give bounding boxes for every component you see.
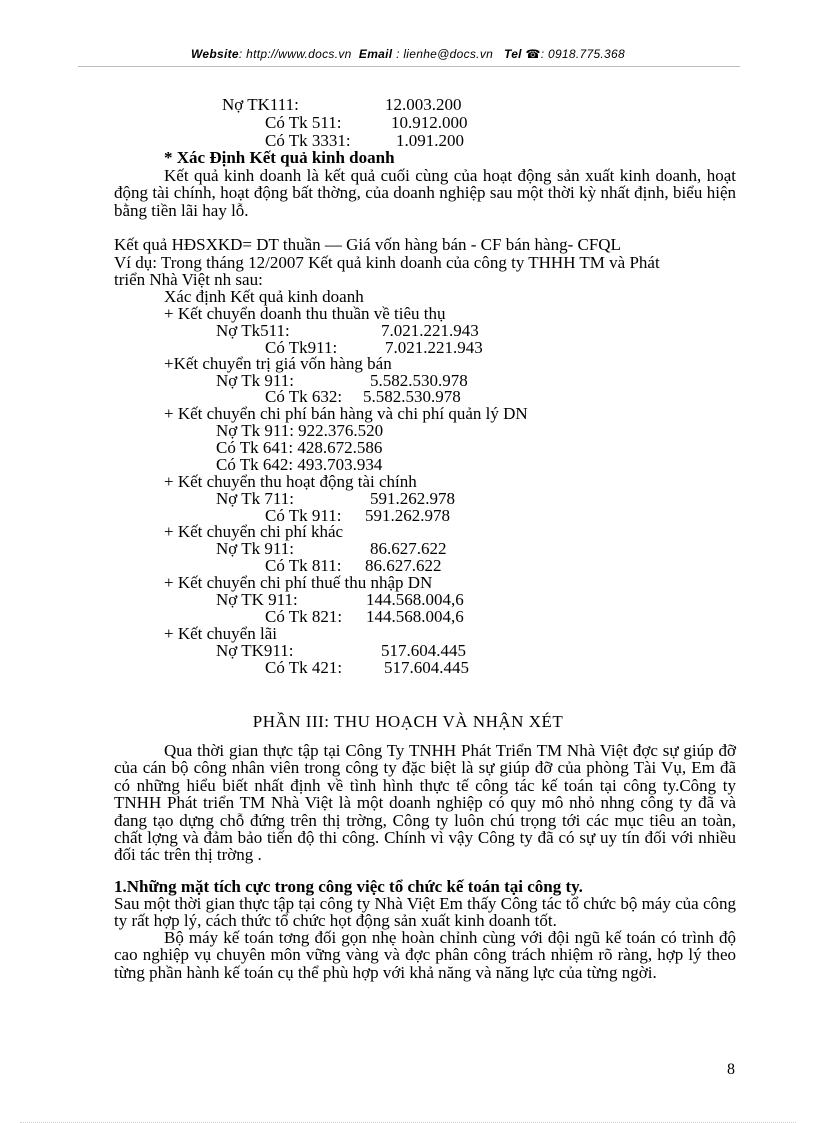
- group-title: + Kết chuyển chi phí khác: [164, 522, 344, 541]
- entry-amount: 591.262.978: [365, 506, 450, 525]
- part3-paragraph-1: [114, 742, 736, 864]
- entry-amount: 144.568.004,6: [366, 590, 464, 609]
- part3-text-3: Bộ máy kế toán tơng đối gọn nhẹ hoàn chỉnh cùng với đội ngũ kế toán có trình độ cao nghiệp vụ chuyên môn vững vàng và đợc phân công trách nhiệm rõ ràng, hợp lý theo từng phần hành kế toán cụ thể phù hợp với khả năng và năng lực của từng ngời.: [114, 928, 736, 982]
- group-title: + Kết chuyển thu hoạt động tài chính: [164, 472, 417, 491]
- tel-value: : 0918.775.368: [540, 47, 625, 61]
- tel-label: Tel: [504, 47, 522, 61]
- entry-text: Có Tk911:: [265, 338, 338, 357]
- formula-line: Kết quả HĐSXKD= DT thuần — Giá vốn hàng bán - CF bán hàng- CFQL: [114, 235, 621, 254]
- entry-text: Có Tk 821:: [265, 607, 343, 626]
- entry-amount: 86.627.622: [370, 539, 447, 558]
- definition-text: Kết quả kinh doanh là kết quả cuối cùng của hoạt động sản xuất kinh doanh, hoạt động tài chính, hoạt động bất thờng, của doanh nghiệp sau một thời kỳ nhất định, biểu hiện bằng tiền lãi hay lỗ.: [114, 166, 736, 220]
- group-title: + Kết chuyển doanh thu thuần về tiêu thụ: [164, 304, 446, 323]
- entry-amount: 10.912.000: [391, 113, 468, 132]
- entry-text: Có Tk 811:: [265, 556, 342, 575]
- page-number: 8: [727, 1061, 735, 1078]
- entry-text: Nợ TK111:: [222, 95, 299, 114]
- entry-amount: 7.021.221.943: [385, 338, 483, 357]
- section-heading: * Xác Định Kết quả kinh doanh: [164, 148, 395, 167]
- header-divider: [78, 66, 740, 67]
- entry-amount: 5.582.530.978: [363, 387, 461, 406]
- part3-paragraph-2: [114, 895, 736, 930]
- entry-text: Có Tk 511:: [265, 113, 342, 132]
- group-title: + Kết chuyển lãi: [164, 624, 277, 643]
- entry-text: Có Tk 421:: [265, 658, 343, 677]
- entry-text: Có Tk 642: 493.703.934: [216, 455, 383, 474]
- part3-paragraph-3: [114, 929, 736, 981]
- page-header: [0, 47, 816, 61]
- definition-paragraph: [114, 167, 736, 219]
- group-title: + Kết chuyển chi phí thuế thu nhập DN: [164, 573, 433, 592]
- entry-text: Nợ Tk 911: 922.376.520: [216, 421, 384, 440]
- part3-text-1: Qua thời gian thực tập tại Công Ty TNHH Phát Triển TM Nhà Việt đợc sự giúp đỡ của cán bộ công nhân viên trong công ty đặc biệt là sự giúp đỡ của phòng Tài Vụ, Em đã có những hiểu biết nhất định về tình hình thực tế công tác kế toán tại công ty.Công ty TNHH Phát triển TM Nhà Việt là một doanh nghiệp có quy mô nhỏ nhng công ty đã và đang tạo dựng chỗ đứng trên thị trờng, Công ty luôn chú trọng tới các mục tiêu an toàn, chất lợng và đảm bảo tiến độ thi công. Chính vì vậy Công ty đã có sự uy tín đối với nhiều đối tác trên thị trờng .: [114, 741, 736, 865]
- entry-amount: 144.568.004,6: [366, 607, 464, 626]
- email-value[interactable]: : lienhe@docs.vn: [396, 47, 494, 61]
- entry-amount: 5.582.530.978: [370, 371, 468, 390]
- entry-text: Nợ Tk 911:: [216, 539, 294, 558]
- entry-text: Nợ TK911:: [216, 641, 294, 660]
- entry-text: Có Tk 632:: [265, 387, 343, 406]
- phone-icon: ☎: [525, 47, 541, 61]
- entry-amount: 517.604.445: [381, 641, 466, 660]
- website-label: Website: [191, 47, 239, 61]
- website-value[interactable]: : http://www.docs.vn: [238, 47, 352, 61]
- entry-text: Có Tk 641: 428.672.586: [216, 438, 383, 457]
- entry-text: Có Tk 3331:: [265, 131, 351, 150]
- entry-amount: 12.003.200: [385, 95, 462, 114]
- entry-text: Nợ Tk511:: [216, 321, 290, 340]
- example-line-1: Ví dụ: Trong tháng 12/2007 Kết quả kinh doanh của công ty THHH TM và Phát: [114, 253, 660, 272]
- group-title: +Kết chuyển trị giá vốn hàng bán: [164, 354, 392, 373]
- entry-text: Nợ Tk 911:: [216, 371, 294, 390]
- entry-amount: 591.262.978: [370, 489, 455, 508]
- entry-amount: 1.091.200: [396, 131, 464, 150]
- entry-amount: 517.604.445: [384, 658, 469, 677]
- entry-amount: 86.627.622: [365, 556, 442, 575]
- example-line-2: triển Nhà Việt nh sau:: [114, 270, 263, 289]
- group-title: + Kết chuyển chi phí bán hàng và chi phí quản lý DN: [164, 404, 528, 423]
- entry-text: Nợ TK 911:: [216, 590, 298, 609]
- entry-text: Nợ Tk 711:: [216, 489, 294, 508]
- part3-text-2: Sau một thời gian thực tập tại công ty Nhà Việt Em thấy Công tác tổ chức bộ máy của công ty rất hợp lý, cách thức tổ chức họt động sản xuất kinh doanh tốt.: [114, 894, 736, 931]
- subheading-positive-aspects: 1.Những mặt tích cực trong công việc tổ chức kế toán tại công ty.: [114, 877, 583, 896]
- entry-text: Có Tk 911:: [265, 506, 342, 525]
- result-title: Xác định Kết quả kinh doanh: [164, 287, 364, 306]
- entry-amount: 7.021.221.943: [381, 321, 479, 340]
- email-label: Email: [358, 47, 393, 61]
- part3-heading: PHẦN III: THU HOẠCH VÀ NHẬN XÉT: [252, 712, 564, 731]
